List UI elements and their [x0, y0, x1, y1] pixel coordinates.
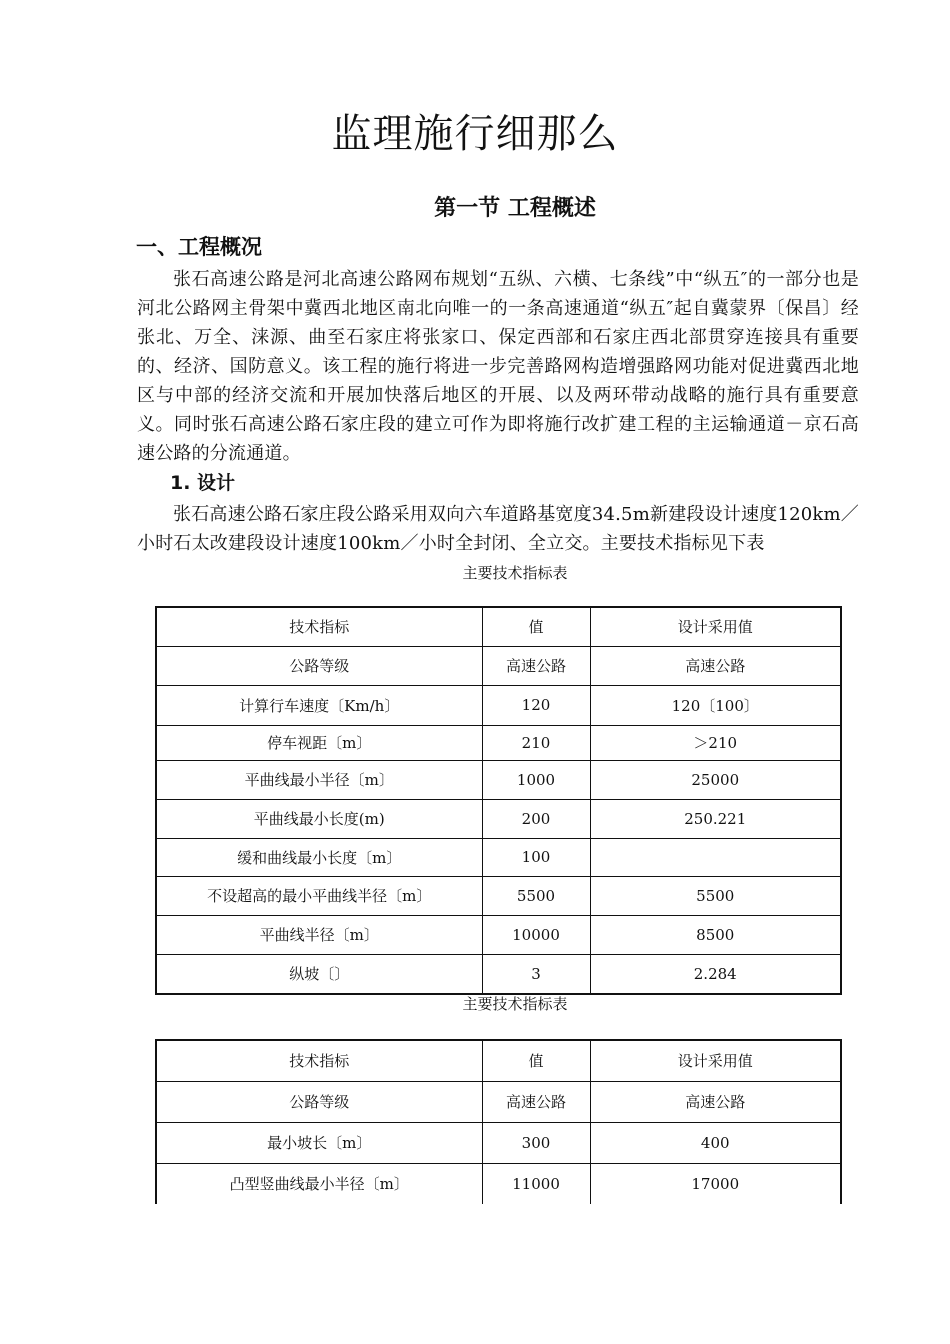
- table-cell: 计算行车速度〔Km/h〕: [156, 685, 482, 725]
- item-heading-design: 1. 设计: [170, 472, 236, 494]
- table-cell: 平曲线半径〔m〕: [156, 915, 482, 954]
- table-cell: 凸型竖曲线最小半径〔m〕: [156, 1163, 482, 1204]
- table-row: [156, 1081, 841, 1122]
- sub-heading: 一、工程概况: [136, 235, 262, 259]
- spec-table-1: [155, 606, 842, 995]
- table-cell: 300: [482, 1122, 590, 1163]
- table-cell: 200: [482, 799, 590, 838]
- table-cell: 210: [482, 725, 590, 760]
- table-cell: 10000: [482, 915, 590, 954]
- table-cell: 25000: [590, 760, 841, 799]
- table-header-row: [156, 607, 841, 646]
- header-cell: 设计采用值: [590, 1040, 841, 1081]
- table-row: [156, 876, 841, 915]
- table-row: [156, 838, 841, 876]
- table-caption: 主要技术指标表: [462, 564, 568, 582]
- document-title: 监理施行细那么: [331, 111, 619, 157]
- table-row: [156, 646, 841, 685]
- table-cell: ＞210: [590, 725, 841, 760]
- table-cell: 5500: [482, 876, 590, 915]
- table-row: [156, 760, 841, 799]
- table-cell: 纵坡〔〕: [156, 954, 482, 994]
- table-cell: 250.221: [590, 799, 841, 838]
- table-cell: 高速公路: [590, 1081, 841, 1122]
- table-header-row: [156, 1040, 841, 1081]
- header-cell: 值: [482, 607, 590, 646]
- table-cell: 最小坡长〔m〕: [156, 1122, 482, 1163]
- table-row: [156, 915, 841, 954]
- section-heading: 第一节 工程概述: [434, 196, 596, 221]
- header-cell: 技术指标: [156, 1040, 482, 1081]
- table-caption: 主要技术指标表: [462, 995, 568, 1013]
- table-row: [156, 1122, 841, 1163]
- header-cell: 值: [482, 1040, 590, 1081]
- header-cell: 设计采用值: [590, 607, 841, 646]
- table-cell: 3: [482, 954, 590, 994]
- table-cell: 100: [482, 838, 590, 876]
- table-row: [156, 1163, 841, 1204]
- table-row: [156, 725, 841, 760]
- table-cell: 高速公路: [482, 646, 590, 685]
- table-row: [156, 954, 841, 994]
- table-row: [156, 685, 841, 725]
- table-cell: 公路等级: [156, 646, 482, 685]
- table-cell: 400: [590, 1122, 841, 1163]
- table-cell: [590, 838, 841, 876]
- table-cell: 停车视距〔m〕: [156, 725, 482, 760]
- table-cell: 高速公路: [590, 646, 841, 685]
- table-cell: 公路等级: [156, 1081, 482, 1122]
- table-cell: 2.284: [590, 954, 841, 994]
- table-cell: 1000: [482, 760, 590, 799]
- table-row: [156, 799, 841, 838]
- table-cell: 120〔100〕: [590, 685, 841, 725]
- table-cell: 高速公路: [482, 1081, 590, 1122]
- table-cell: 平曲线最小半径〔m〕: [156, 760, 482, 799]
- table-cell: 缓和曲线最小长度〔m〕: [156, 838, 482, 876]
- spec-table-2: [155, 1039, 842, 1204]
- header-cell: 技术指标: [156, 607, 482, 646]
- table-cell: 5500: [590, 876, 841, 915]
- paragraph-overview: 张石高速公路是河北高速公路网布规划“五纵、六横、七条线”中“纵五″的一部分也是河北公路网主骨架中冀西北地区南北向唯一的一条高速通道“纵五″起自冀蒙界〔保昌〕经张北、万全、涞源、曲至石家庄将张家口、保定西部和石家庄西北部贯穿连接具有重要的、经济、国防意义。该工程的施行将进一步完善路网构造增强路网功能对促进冀西北地区与中部的经济交流和开展加快落后地区的开展、以及两环带动战略的施行具有重要意义。同时张石高速公路石家庄段的建立可作为即将施行改扩建工程的主运输通道－京石高速公路的分流通道。: [137, 269, 859, 464]
- table-cell: 120: [482, 685, 590, 725]
- table-cell: 11000: [482, 1163, 590, 1204]
- table-cell: 平曲线最小长度(m): [156, 799, 482, 838]
- table-cell: 17000: [590, 1163, 841, 1204]
- table-cell: 不设超高的最小平曲线半径〔m〕: [156, 876, 482, 915]
- paragraph-design: 张石高速公路石家庄段公路采用双向六车道路基宽度34.5m新建段设计速度120km／小时石太改建段设计速度100km／小时全封闭、全立交。主要技术指标见下表: [137, 504, 859, 554]
- table-cell: 8500: [590, 915, 841, 954]
